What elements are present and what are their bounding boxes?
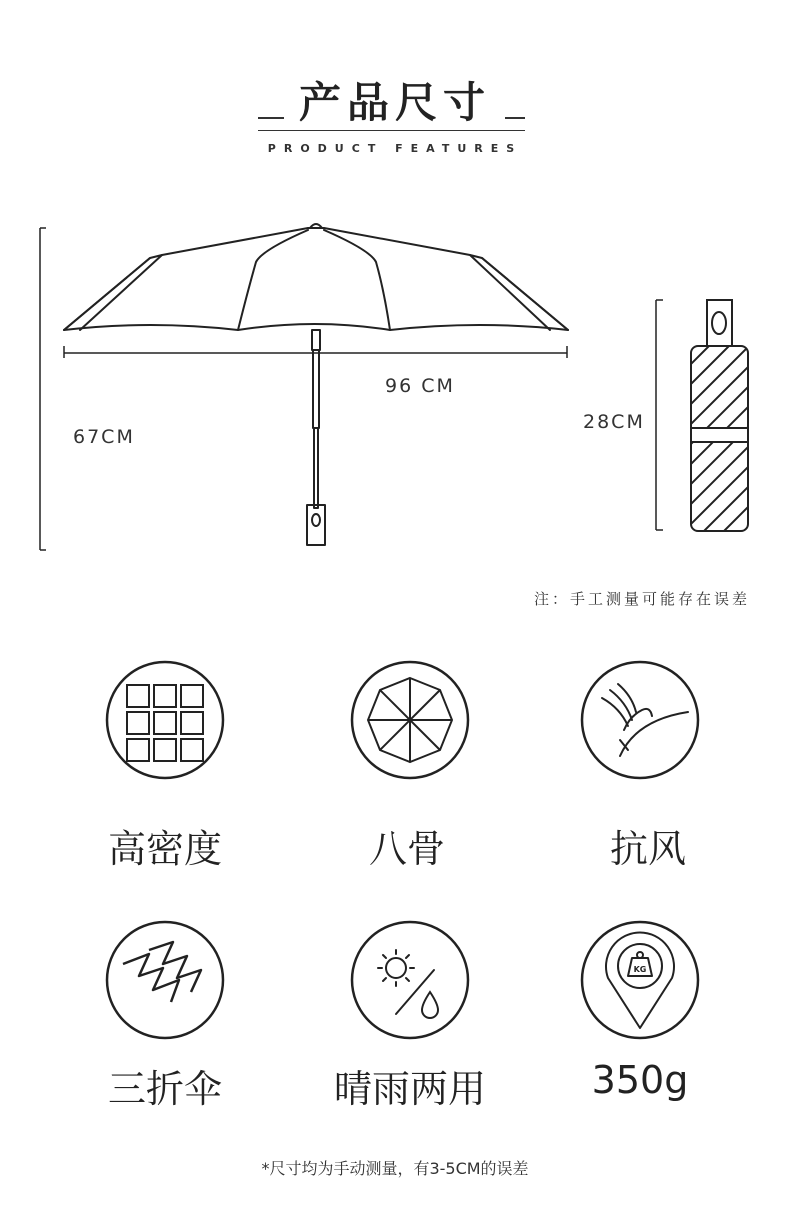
page-title: 产品尺寸 xyxy=(298,78,491,127)
umbrella-ribs-icon xyxy=(350,660,470,780)
measurement-note: 注：手工测量可能存在误差 xyxy=(533,590,750,608)
width-dimension-label: 96 CM xyxy=(385,375,455,397)
wind-icon xyxy=(580,660,700,780)
sun-rain-icon xyxy=(350,920,470,1040)
bottom-note: *尺寸均为手动测量，有3-5CM的误差 xyxy=(261,1159,529,1178)
grid-icon xyxy=(105,660,225,780)
folded-length-label: 28CM xyxy=(583,411,645,433)
page-subtitle: PRODUCT FEATURES xyxy=(267,142,523,155)
zigzag-fold-icon xyxy=(105,920,225,1040)
weight-pin-icon xyxy=(580,920,700,1040)
feature-label-ribs: 八骨 xyxy=(368,827,445,871)
feature-label-windproof: 抗风 xyxy=(609,827,686,871)
feature-label-weight: 350g xyxy=(591,1058,689,1102)
feature-label-tri-fold: 三折伞 xyxy=(107,1067,222,1111)
kg-text: KG xyxy=(633,965,647,974)
feature-label-sun-rain: 晴雨两用 xyxy=(333,1067,486,1111)
feature-label-density: 高密度 xyxy=(107,827,222,871)
height-dimension-label: 67CM xyxy=(73,426,135,448)
folded-umbrella-illustration xyxy=(0,0,790,560)
